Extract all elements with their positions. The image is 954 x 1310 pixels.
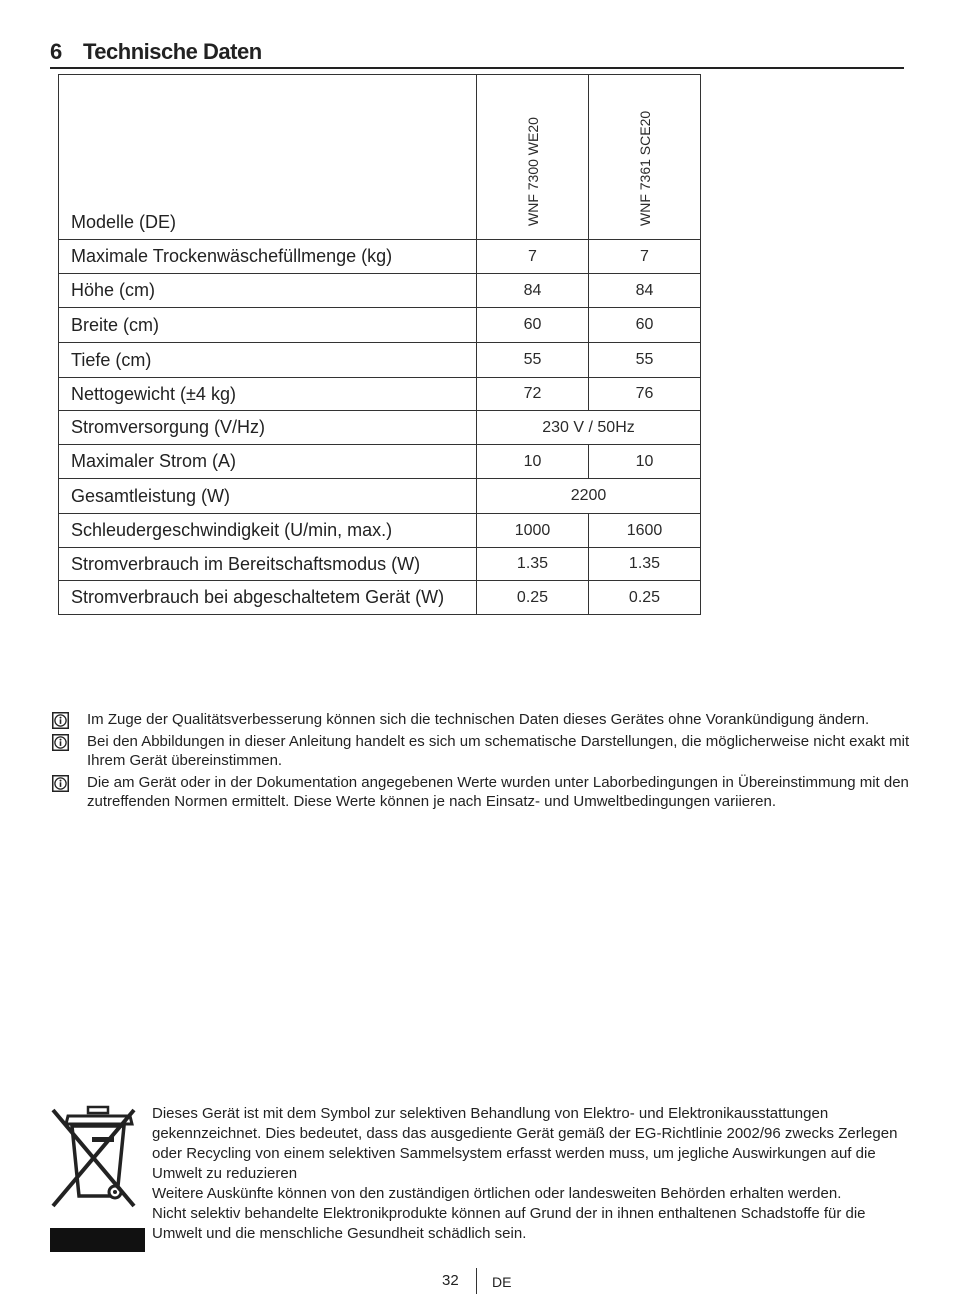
crossed-out-wheelie-bin-icon (50, 1104, 145, 1259)
note-text: Im Zuge der Qualitätsverbesserung können sich die technischen Daten dieses Gerätes ohne Vorankündigung ändern. (87, 711, 870, 728)
value-cell: 0.25 (477, 581, 589, 615)
note-text: Bei den Abbildungen in dieser Anleitung handelt es sich um schematische Darstellungen, die möglicherweise nicht exakt mit Ihrem Gerät übereinstimmen. (87, 733, 910, 769)
value-cell: 1600 (589, 514, 701, 548)
note-item (50, 732, 912, 770)
table-header-row (59, 75, 701, 240)
value-cell: 0.25 (589, 581, 701, 615)
value-cell: 84 (589, 274, 701, 308)
spec-table (58, 74, 701, 615)
disposal-section (50, 1104, 910, 1264)
info-icon (52, 775, 69, 792)
value-cell: 72 (477, 378, 589, 411)
note-text: Die am Gerät oder in der Dokumentation angegebenen Werte wurden unter Laborbedingungen in Übereinstimmung mit den zutreffenden Normen ermittelt. Diese Werte können je nach Einsatz- und Umweltbedingungen variieren. (87, 774, 909, 810)
table-row (59, 308, 701, 343)
table-row (59, 514, 701, 548)
notes-list (50, 710, 912, 811)
row-label: Stromversorgung (V/Hz) (59, 411, 477, 445)
disposal-paragraph: Weitere Auskünfte können von den zuständigen örtlichen oder landesweiten Behörden erhalten werden. (152, 1185, 842, 1202)
value-cell: 60 (589, 308, 701, 343)
info-icon (52, 734, 69, 751)
value-cell: 76 (589, 378, 701, 411)
merged-value-cell: 2200 (477, 479, 701, 514)
disposal-text (152, 1104, 912, 1244)
models-label: Modelle (DE) (59, 75, 477, 240)
value-cell: 7 (477, 240, 589, 274)
table-row (59, 274, 701, 308)
row-label: Tiefe (cm) (59, 343, 477, 378)
section-number: 6 (50, 39, 62, 64)
value-cell: 7 (589, 240, 701, 274)
value-cell: 1000 (477, 514, 589, 548)
page-number: 32 (442, 1272, 459, 1289)
table-row (59, 378, 701, 411)
disposal-paragraph: Dieses Gerät ist mit dem Symbol zur selektiven Behandlung von Elektro- und Elektronikausstattungen gekennzeichnet. Dies bedeutet, dass das ausgediente Gerät gemäß der EG-Richtlinie 2002/96 zwecks Zerlegen oder Recycling von einem selektiven Sammelsystem erfasst werden muss, um jegliche Auswirkungen auf die Umwelt zu reduzieren (152, 1105, 898, 1182)
value-cell: 10 (589, 445, 701, 479)
table-row (59, 343, 701, 378)
table-row (59, 445, 701, 479)
value-cell: 84 (477, 274, 589, 308)
row-label: Schleudergeschwindigkeit (U/min, max.) (59, 514, 477, 548)
value-cell: 1.35 (477, 548, 589, 581)
note-item (50, 773, 912, 811)
value-cell: 10 (477, 445, 589, 479)
model-name: WNF 7300 WE20 (524, 117, 541, 226)
merged-value-cell: 230 V / 50Hz (477, 411, 701, 445)
model-name: WNF 7361 SCE20 (636, 110, 653, 226)
footer-divider (476, 1268, 477, 1294)
model-column-header (477, 75, 589, 240)
section-title: Technische Daten (83, 39, 262, 64)
row-label: Stromverbrauch im Bereitschaftsmodus (W) (59, 548, 477, 581)
language-code: DE (492, 1274, 512, 1290)
value-cell: 60 (477, 308, 589, 343)
row-label: Gesamtleistung (W) (59, 479, 477, 514)
table-row (59, 411, 701, 445)
table-row (59, 548, 701, 581)
page-footer (0, 1268, 954, 1296)
section-heading (50, 40, 904, 69)
info-icon (52, 712, 69, 729)
note-item (50, 710, 912, 729)
row-label: Höhe (cm) (59, 274, 477, 308)
value-cell: 55 (477, 343, 589, 378)
table-row (59, 479, 701, 514)
row-label: Maximaler Strom (A) (59, 445, 477, 479)
value-cell: 55 (589, 343, 701, 378)
disposal-paragraph: Nicht selektiv behandelte Elektronikprodukte können auf Grund der in ihnen enthaltenen Schadstoffe für die Umwelt und die menschliche Gesundheit schädlich sein. (152, 1205, 866, 1242)
value-cell: 1.35 (589, 548, 701, 581)
table-row (59, 240, 701, 274)
row-label: Maximale Trockenwäschefüllmenge (kg) (59, 240, 477, 274)
model-column-header (589, 75, 701, 240)
row-label: Nettogewicht (±4 kg) (59, 378, 477, 411)
row-label: Breite (cm) (59, 308, 477, 343)
table-row (59, 581, 701, 615)
row-label: Stromverbrauch bei abgeschaltetem Gerät (W) (59, 581, 477, 615)
